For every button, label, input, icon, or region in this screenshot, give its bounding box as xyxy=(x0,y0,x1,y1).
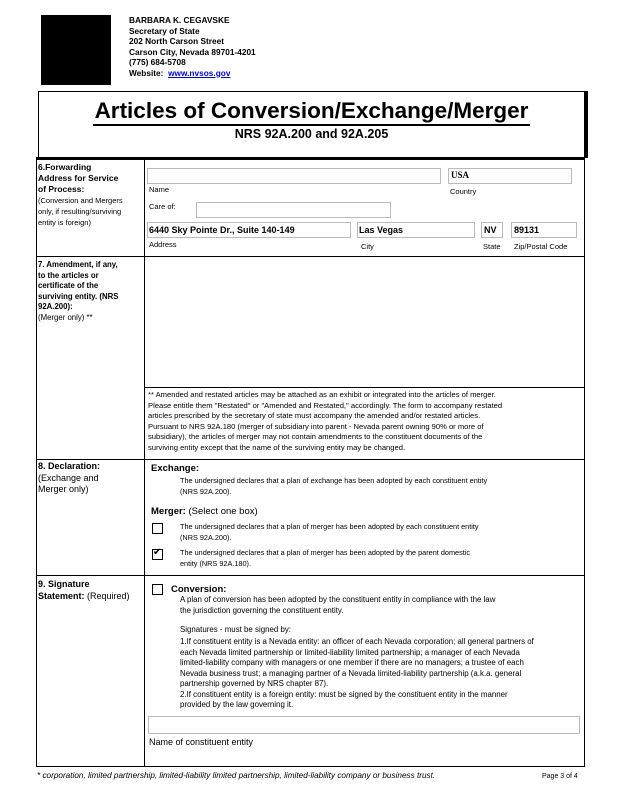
row-divider xyxy=(36,575,585,576)
row-divider xyxy=(36,459,585,460)
office-phone: (775) 684-5708 xyxy=(129,57,186,67)
secretary-name: BARBARA K. CEGAVSKE xyxy=(129,15,230,25)
careof-label: Care of: xyxy=(149,202,176,211)
agency-header xyxy=(129,15,256,78)
office-city: Carson City, Nevada 89701-4201 xyxy=(129,46,256,57)
country-value: USA xyxy=(451,170,470,180)
table-column-divider xyxy=(144,160,145,767)
form-title: Articles of Conversion/Exchange/Merger xyxy=(38,98,585,124)
state-seal xyxy=(41,15,111,85)
amendment-note: ** Amended and restated articles may be attached as an exhibit or integrated into the articles of merger. Please entitle them "Restated" or "Amended and Restated," accordingly. The form to accompany restated articles prescribed by the secretary of state must accompany the amended and/or restated articles. Pursuant to NRS 92A.180 (merger of subsidiary into parent - Nevada parent owning 90% or more of subsidiary), the articles of merger may not contain amendments to the constituent documents of the surviving entity except that the name of the surviving entity may be changed. xyxy=(148,390,503,452)
conversion-checkbox[interactable] xyxy=(152,584,163,595)
office-street: 202 North Carson Street xyxy=(129,36,224,46)
merger-option2-checkbox[interactable] xyxy=(152,549,163,560)
country-label: Country xyxy=(450,187,477,196)
section8-label: 8. Declaration: (Exchange and Merger only) xyxy=(38,461,101,494)
section7-label: 7. Amendment, if any, to the articles or certificate of the surviving entity. (NRS 92A.200): (Merger only) ** xyxy=(38,260,119,322)
city-label: City xyxy=(361,242,374,251)
table-bottom-border xyxy=(36,766,585,767)
amendment-text-area[interactable] xyxy=(145,257,584,387)
exchange-text: The undersigned declares that a plan of exchange has been adopted by each constituent entity (NRS 92A.200). xyxy=(180,476,488,496)
page-number: Page 3 of 4 xyxy=(542,773,578,780)
section9-label: 9. Signature Statement: (Required) xyxy=(38,579,130,601)
signatures-intro: Signatures - must be signed by: xyxy=(180,625,291,634)
merger-heading xyxy=(151,506,258,517)
merger-option1-checkbox[interactable] xyxy=(152,523,163,534)
constituent-name-field[interactable] xyxy=(148,716,580,734)
merger-label: Merger: xyxy=(151,506,186,517)
signature-requirements: 1.If constituent entity is a Nevada entity: an officer of each Nevada corporation; all general partners of each Nevada limited partnership or limited-liability limited partnership; a manager of each Nevada limited-liability company with managers or one member if there are no managers; a trustee of each Nevada business trust; a managing partner of a Nevada limited-liability partnership (a.k.a. general partnership governed by NRS chapter 87). 2.If constituent entity is a foreign entity: must be signed by the constituent entity in the manner provided by the law governing it. xyxy=(180,637,534,709)
form-subtitle: NRS 92A.200 and 92A.205 xyxy=(234,127,389,141)
merger-option2-text: The undersigned declares that a plan of merger has been adopted by the parent domestic entity (NRS 92A.180). xyxy=(180,548,471,568)
row-divider xyxy=(144,387,585,388)
address-value: 6440 Sky Pointe Dr., Suite 140-149 xyxy=(149,225,295,235)
checkmark-icon: ✔ xyxy=(153,547,162,558)
merger-option1-text: The undersigned declares that a plan of merger has been adopted by each constituent entity (NRS 92A.200). xyxy=(180,522,479,542)
zip-value: 89131 xyxy=(514,225,540,235)
section6-label: 6.Forwarding Address for Service of Process: (Conversion and Mergers only, if resulting/surviving entity is foreign) xyxy=(38,162,123,227)
careof-field[interactable] xyxy=(196,202,391,218)
conversion-text: A plan of conversion has been adopted by the constituent entity in compliance with the law the jurisdiction governing the constituent entity. xyxy=(180,595,496,615)
conversion-label: Conversion: xyxy=(171,584,227,595)
website-label: Website: xyxy=(129,67,164,78)
state-value: NV xyxy=(484,225,497,235)
forwarding-name-field[interactable] xyxy=(147,168,441,184)
state-label: State xyxy=(483,242,501,251)
exchange-label: Exchange: xyxy=(151,463,200,474)
zip-label: Zip/Postal Code xyxy=(514,242,568,251)
constituent-name-label: Name of constituent entity xyxy=(149,737,254,747)
website-link[interactable]: www.nvsos.gov xyxy=(168,67,231,78)
address-label: Address xyxy=(149,240,177,249)
table-left-border xyxy=(36,160,37,767)
merger-hint: (Select one box) xyxy=(188,506,258,517)
footer-note: * corporation, limited partnership, limited-liability limited partnership, limited-liability company or business trust. xyxy=(37,771,436,780)
city-value: Las Vegas xyxy=(359,225,404,235)
table-right-border xyxy=(584,160,585,767)
office-title: Secretary of State xyxy=(129,25,200,36)
name-label: Name xyxy=(149,185,170,194)
title-divider xyxy=(36,157,585,160)
